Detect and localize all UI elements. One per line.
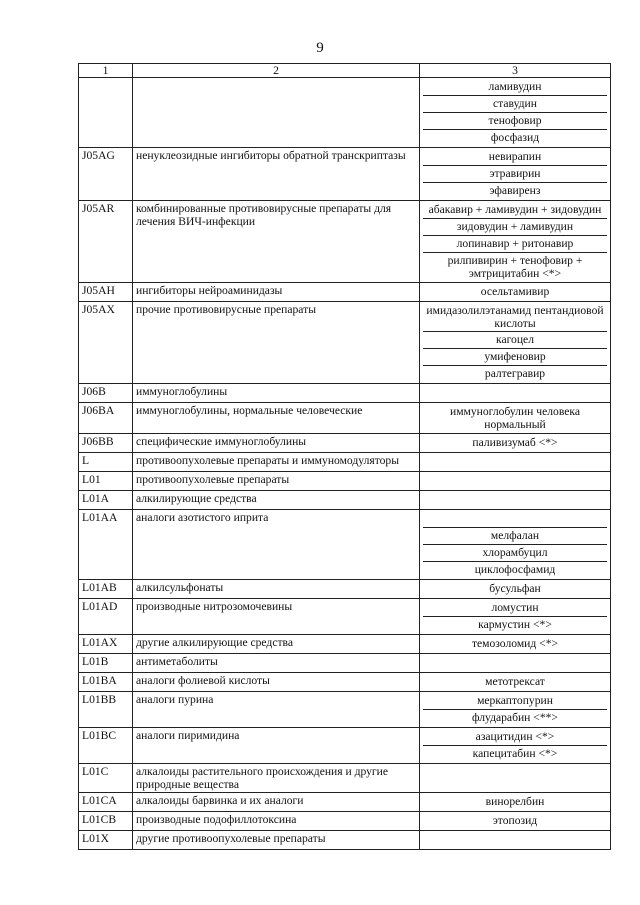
group-name-cell: алкалоиды растительного происхождения и другие природные вещества	[133, 764, 420, 793]
table-row	[79, 201, 611, 283]
drug-list-cell	[420, 472, 611, 491]
drug-name: этравирин	[423, 165, 607, 182]
drug-list-cell	[420, 599, 611, 635]
group-name-cell: иммуноглобулины, нормальные человеческие	[133, 403, 420, 434]
atc-code-cell: L01	[79, 472, 133, 491]
group-name-cell: алкилсульфонаты	[133, 580, 420, 599]
page-number: 9	[316, 40, 324, 56]
group-name-cell: производные подофиллотоксина	[133, 812, 420, 831]
atc-code-cell: L01AB	[79, 580, 133, 599]
drug-name: рилпивирин + тенофовир + эмтрицитабин <*>	[423, 252, 607, 281]
drug-name: этопозид	[492, 814, 538, 827]
drug-name: невирапин	[488, 150, 542, 163]
drug-name: меркаптопурин	[477, 694, 553, 707]
table-row	[79, 434, 611, 453]
drug-list-cell	[420, 580, 611, 599]
drug-name	[423, 511, 607, 527]
drug-table	[78, 63, 611, 850]
drug-list-cell	[420, 654, 611, 673]
group-name-cell: другие алкилирующие средства	[133, 635, 420, 654]
table-row	[79, 302, 611, 384]
group-name-cell: комбинированные противовирусные препараты для лечения ВИЧ-инфекции	[133, 201, 420, 283]
drug-list-cell	[420, 302, 611, 384]
atc-code-cell: J06BB	[79, 434, 133, 453]
atc-code-cell: J06B	[79, 384, 133, 403]
drug-name: темозоломид <*>	[471, 637, 559, 650]
atc-code-cell: L01BA	[79, 673, 133, 692]
table-row	[79, 831, 611, 850]
drug-list-cell	[420, 283, 611, 302]
group-name-cell: ингибиторы нейроаминидазы	[133, 283, 420, 302]
drug-name: лопинавир + ритонавир	[423, 235, 607, 252]
drug-name: винорелбин	[485, 795, 545, 808]
table-row	[79, 510, 611, 580]
atc-code-cell: L01C	[79, 764, 133, 793]
group-name-cell: другие противоопухолевые препараты	[133, 831, 420, 850]
drug-list-cell	[420, 793, 611, 812]
atc-code-cell: J05AX	[79, 302, 133, 384]
drug-name: фосфазид	[423, 129, 607, 146]
drug-name: ралтегравир	[423, 365, 607, 382]
drug-name	[423, 832, 607, 848]
table-row	[79, 692, 611, 728]
table-row	[79, 793, 611, 812]
atc-code-cell: L01AX	[79, 635, 133, 654]
drug-name	[423, 454, 607, 470]
drug-list-cell	[420, 384, 611, 403]
group-name-cell: противоопухолевые препараты и иммуномодуляторы	[133, 453, 420, 472]
group-name-cell: алкалоиды барвинка и их аналоги	[133, 793, 420, 812]
drug-name: абакавир + ламивудин + зидовудин	[428, 203, 602, 216]
drug-name: мелфалан	[423, 527, 607, 544]
atc-code-cell	[79, 78, 133, 148]
drug-name: зидовудин + ламивудин	[423, 218, 607, 235]
drug-name: паливизумаб <*>	[472, 436, 558, 449]
drug-list-cell	[420, 434, 611, 453]
table-row	[79, 491, 611, 510]
header-row	[79, 64, 611, 78]
drug-name: флударабин <**>	[423, 709, 607, 726]
table-row	[79, 283, 611, 302]
group-name-cell: антиметаболиты	[133, 654, 420, 673]
header-col-1: 1	[79, 64, 133, 78]
group-name-cell: аналоги пурина	[133, 692, 420, 728]
drug-name: циклофосфамид	[423, 561, 607, 578]
group-name-cell: иммуноглобулины	[133, 384, 420, 403]
table-row	[79, 472, 611, 491]
group-name-cell: специфические иммуноглобулины	[133, 434, 420, 453]
atc-code-cell: J05AH	[79, 283, 133, 302]
drug-list-cell	[420, 148, 611, 201]
atc-code-cell: L01CB	[79, 812, 133, 831]
header-col-2: 2	[133, 64, 420, 78]
drug-name	[423, 385, 607, 401]
group-name-cell: аналоги фолиевой кислоты	[133, 673, 420, 692]
group-name-cell: прочие противовирусные препараты	[133, 302, 420, 384]
table-row	[79, 580, 611, 599]
header-col-3: 3	[420, 64, 611, 78]
drug-name: умифеновир	[423, 348, 607, 365]
drug-name: тенофовир	[423, 112, 607, 129]
drug-list-cell	[420, 812, 611, 831]
drug-name: кагоцел	[423, 331, 607, 348]
group-name-cell: противоопухолевые препараты	[133, 472, 420, 491]
drug-list-cell	[420, 453, 611, 472]
table-row	[79, 599, 611, 635]
atc-code-cell: L01AD	[79, 599, 133, 635]
drug-name: осельтамивир	[480, 285, 550, 298]
group-name-cell: аналоги пиримидина	[133, 728, 420, 764]
group-name-cell	[133, 78, 420, 148]
table-row	[79, 728, 611, 764]
drug-list-cell	[420, 692, 611, 728]
table-row	[79, 654, 611, 673]
drug-name	[423, 473, 607, 489]
drug-list-cell	[420, 403, 611, 434]
group-name-cell: аналоги азотистого иприта	[133, 510, 420, 580]
drug-name: эфавиренз	[423, 182, 607, 199]
drug-name: метотрексат	[485, 675, 545, 688]
atc-code-cell: J05AR	[79, 201, 133, 283]
table-row	[79, 384, 611, 403]
atc-code-cell: L01BB	[79, 692, 133, 728]
drug-name	[423, 655, 607, 671]
table-row	[79, 673, 611, 692]
atc-code-cell: L01X	[79, 831, 133, 850]
drug-list-cell	[420, 510, 611, 580]
drug-list-cell	[420, 764, 611, 793]
drug-name: бусульфан	[489, 582, 541, 595]
table-row	[79, 812, 611, 831]
drug-list-cell	[420, 831, 611, 850]
drug-name: иммуноглобулин человека нормальный	[450, 405, 580, 431]
drug-name: хлорамбуцил	[423, 544, 607, 561]
drug-name: кармустин <*>	[423, 616, 607, 633]
atc-code-cell: L01BC	[79, 728, 133, 764]
drug-list-cell	[420, 673, 611, 692]
atc-code-cell: J06BA	[79, 403, 133, 434]
drug-list-cell	[420, 635, 611, 654]
drug-list-cell	[420, 728, 611, 764]
atc-code-cell: L01A	[79, 491, 133, 510]
drug-name: ставудин	[423, 95, 607, 112]
table-body	[79, 64, 611, 850]
table-row	[79, 635, 611, 654]
group-name-cell: производные нитрозомочевины	[133, 599, 420, 635]
drug-name	[423, 492, 607, 508]
drug-list-cell	[420, 491, 611, 510]
atc-code-cell: L01CA	[79, 793, 133, 812]
drug-list-cell	[420, 201, 611, 283]
drug-list-cell	[420, 78, 611, 148]
atc-code-cell: J05AG	[79, 148, 133, 201]
group-name-cell: ненуклеозидные ингибиторы обратной транскриптазы	[133, 148, 420, 201]
drug-name: ламивудин	[488, 80, 542, 93]
atc-code-cell: L01B	[79, 654, 133, 673]
table-row	[79, 403, 611, 434]
drug-name: азацитидин <*>	[475, 730, 555, 743]
drug-name: имидазолилэтанамид пентандиовой кислоты	[426, 304, 604, 330]
table-row	[79, 148, 611, 201]
atc-code-cell: L01AA	[79, 510, 133, 580]
drug-name: ломустин	[491, 601, 539, 614]
drug-name: капецитабин <*>	[423, 745, 607, 762]
table-row	[79, 78, 611, 148]
table-row	[79, 453, 611, 472]
drug-name	[423, 765, 607, 781]
group-name-cell: алкилирующие средства	[133, 491, 420, 510]
atc-code-cell: L	[79, 453, 133, 472]
table-row	[79, 764, 611, 793]
